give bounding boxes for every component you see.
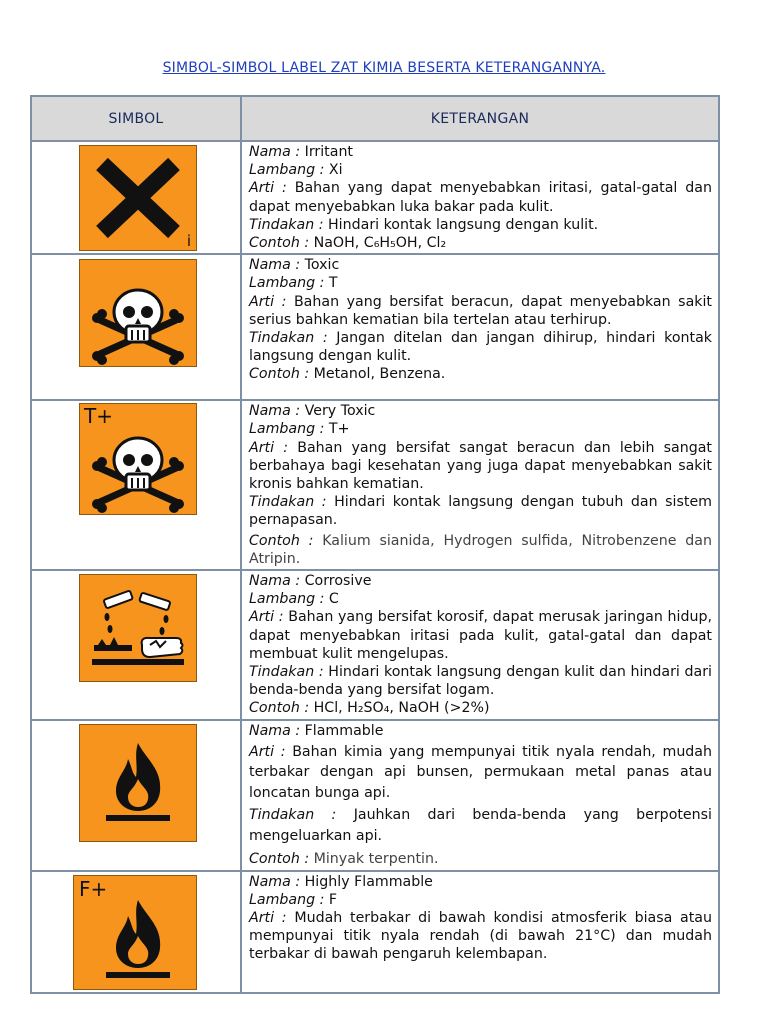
row-tindakan: Hindari kontak langsung dengan kulit. — [328, 216, 599, 233]
flame-icon — [79, 724, 197, 842]
header-simbol: SIMBOL — [31, 96, 241, 141]
hazard-symbol-table — [30, 95, 720, 994]
description-cell: Nama : Irritant Lambang : Xi Arti : Bahan yang dapat menyebabkan iritasi, gatal-gatal dan dapat menyebabkan luka bakar pada kulit. Tindakan : Hindari kontak langsung dengan kulit. Contoh : NaOH, C₆H₅OH, Cl₂ — [241, 141, 719, 254]
table-row — [31, 570, 719, 720]
symbol-cell — [31, 570, 241, 720]
irritant-icon-letter: i — [186, 232, 191, 250]
symbol-cell — [31, 720, 241, 871]
table-header-row — [31, 96, 719, 141]
row-nama: Very Toxic — [304, 403, 376, 420]
description-cell: Nama : Corrosive Lambang : C Arti : Bahan yang bersifat korosif, dapat merusak jaringan hidup, dapat menyebabkan iritasi pada kulit, gatal-gatal dan dapat membuat kulit mengelupas. Tindakan : Hindari kontak langsung dengan kulit dan hindari dari benda-benda yang bersifat logam. Contoh : HCl, H₂SO₄, NaOH (>2%) — [241, 570, 719, 720]
row-arti: Mudah terbakar di bawah kondisi atmosferik biasa atau mempunyai titik nyala rendah (di bawah 21°C) dan mudah terbakar di bawah pengaruh kelembapan. — [249, 909, 712, 963]
row-lambang: T+ — [328, 421, 350, 438]
row-arti: Bahan yang bersifat beracun, dapat menyebabkan sakit serius bahkan kematian bila tertelan atau terhirup. — [249, 293, 712, 328]
row-arti: Bahan yang bersifat sangat beracun dan lebih sangat berbahaya bagi kesehatan yang juga dapat menyebabkan sakit kronis bahkan kematian. — [249, 439, 712, 493]
description-cell: Nama : Flammable Arti : Bahan kimia yang mempunyai titik nyala rendah, mudah terbakar dengan api bunsen, permukaan metal panas atau loncatan bunga api. Tindakan : Jauhkan dari benda-benda yang berpotensi mengeluarkan api. Contoh : Minyak terpentin. — [241, 720, 719, 871]
header-keterangan: KETERANGAN — [241, 96, 719, 141]
description-cell: Nama : Toxic Lambang : T Arti : Bahan yang bersifat beracun, dapat menyebabkan sakit serius bahkan kematian bila tertelan atau terhirup. Tindakan : Jangan ditelan dan jangan dihirup, hindari kontak langsung dengan kulit. Contoh : Metanol, Benzena. — [241, 254, 719, 400]
row-lambang: F — [328, 891, 338, 908]
row-arti: Bahan yang bersifat korosif, dapat merusak jaringan hidup, dapat menyebabkan iritasi pada kulit, gatal-gatal dan dapat membuat kulit mengelupas. — [249, 609, 712, 662]
row-arti: Bahan yang dapat menyebabkan iritasi, gatal-gatal dan dapat menyebabkan luka bakar pada kulit. — [249, 180, 712, 215]
row-contoh: Kalium sianida, Hydrogen sulfida, Nitrobenzene dan Atripin. — [249, 532, 712, 567]
symbol-cell — [31, 254, 241, 400]
row-nama: Corrosive — [304, 573, 372, 590]
very-toxic-icon-letter: T+ — [84, 404, 113, 429]
row-tindakan: Hindari kontak langsung dengan kulit dan hindari dari benda-benda yang bersifat logam. — [249, 664, 712, 699]
symbol-cell — [31, 871, 241, 993]
description-cell: Nama : Very Toxic Lambang : T+ Arti : Bahan yang bersifat sangat beracun dan lebih sangat berbahaya bagi kesehatan yang juga dapat menyebabkan sakit kronis bahkan kematian. Tindakan : Hindari kontak langsung dengan tubuh dan sistem pernapasan. Contoh : Kalium sianida, Hydrogen sulfida, Nitrobenzene dan Atripin. — [241, 400, 719, 570]
table-row — [31, 254, 719, 400]
row-nama: Irritant — [304, 144, 353, 160]
row-lambang: T — [328, 275, 338, 292]
flame-icon — [73, 875, 197, 990]
row-contoh: NaOH, C₆H₅OH, Cl₂ — [313, 235, 447, 252]
table-row — [31, 871, 719, 993]
row-contoh: Minyak terpentin. — [313, 851, 439, 868]
row-lambang: C — [328, 591, 339, 608]
symbol-cell — [31, 141, 241, 254]
description-cell: Nama : Highly Flammable Lambang : F Arti : Mudah terbakar di bawah kondisi atmosferik biasa atau mempunyai titik nyala rendah (di bawah 21°C) dan mudah terbakar di bawah pengaruh kelembapan. — [241, 871, 719, 993]
skull-crossbones-icon — [79, 259, 197, 367]
row-tindakan: Hindari kontak langsung dengan tubuh dan sistem pernapasan. — [249, 494, 712, 529]
irritant-icon — [79, 145, 197, 251]
highly-flammable-icon-letter: F+ — [79, 876, 108, 901]
row-contoh: HCl, H₂SO₄, NaOH (>2%) — [313, 700, 490, 717]
row-arti: Bahan kimia yang mempunyai titik nyala rendah, mudah terbakar dengan api bunsen, permukaan metal panas atau loncatan bunga api. — [249, 743, 712, 801]
row-tindakan: Jangan ditelan dan jangan dihirup, hindari kontak langsung dengan kulit. — [249, 330, 712, 365]
row-contoh: Metanol, Benzena. — [313, 366, 446, 383]
page-title: SIMBOL-SIMBOL LABEL ZAT KIMIA BESERTA KETERANGANNYA. — [162, 60, 606, 76]
symbol-cell — [31, 400, 241, 570]
row-nama: Flammable — [304, 722, 384, 739]
table-row — [31, 141, 719, 254]
table-row — [31, 400, 719, 570]
table-row — [31, 720, 719, 871]
row-nama: Toxic — [304, 257, 340, 274]
corrosive-icon — [79, 574, 197, 682]
row-tindakan: Jauhkan dari benda-benda yang berpotensi mengeluarkan api. — [249, 807, 712, 844]
row-lambang: Xi — [328, 162, 343, 179]
skull-crossbones-icon — [79, 403, 197, 515]
row-nama: Highly Flammable — [304, 873, 433, 890]
